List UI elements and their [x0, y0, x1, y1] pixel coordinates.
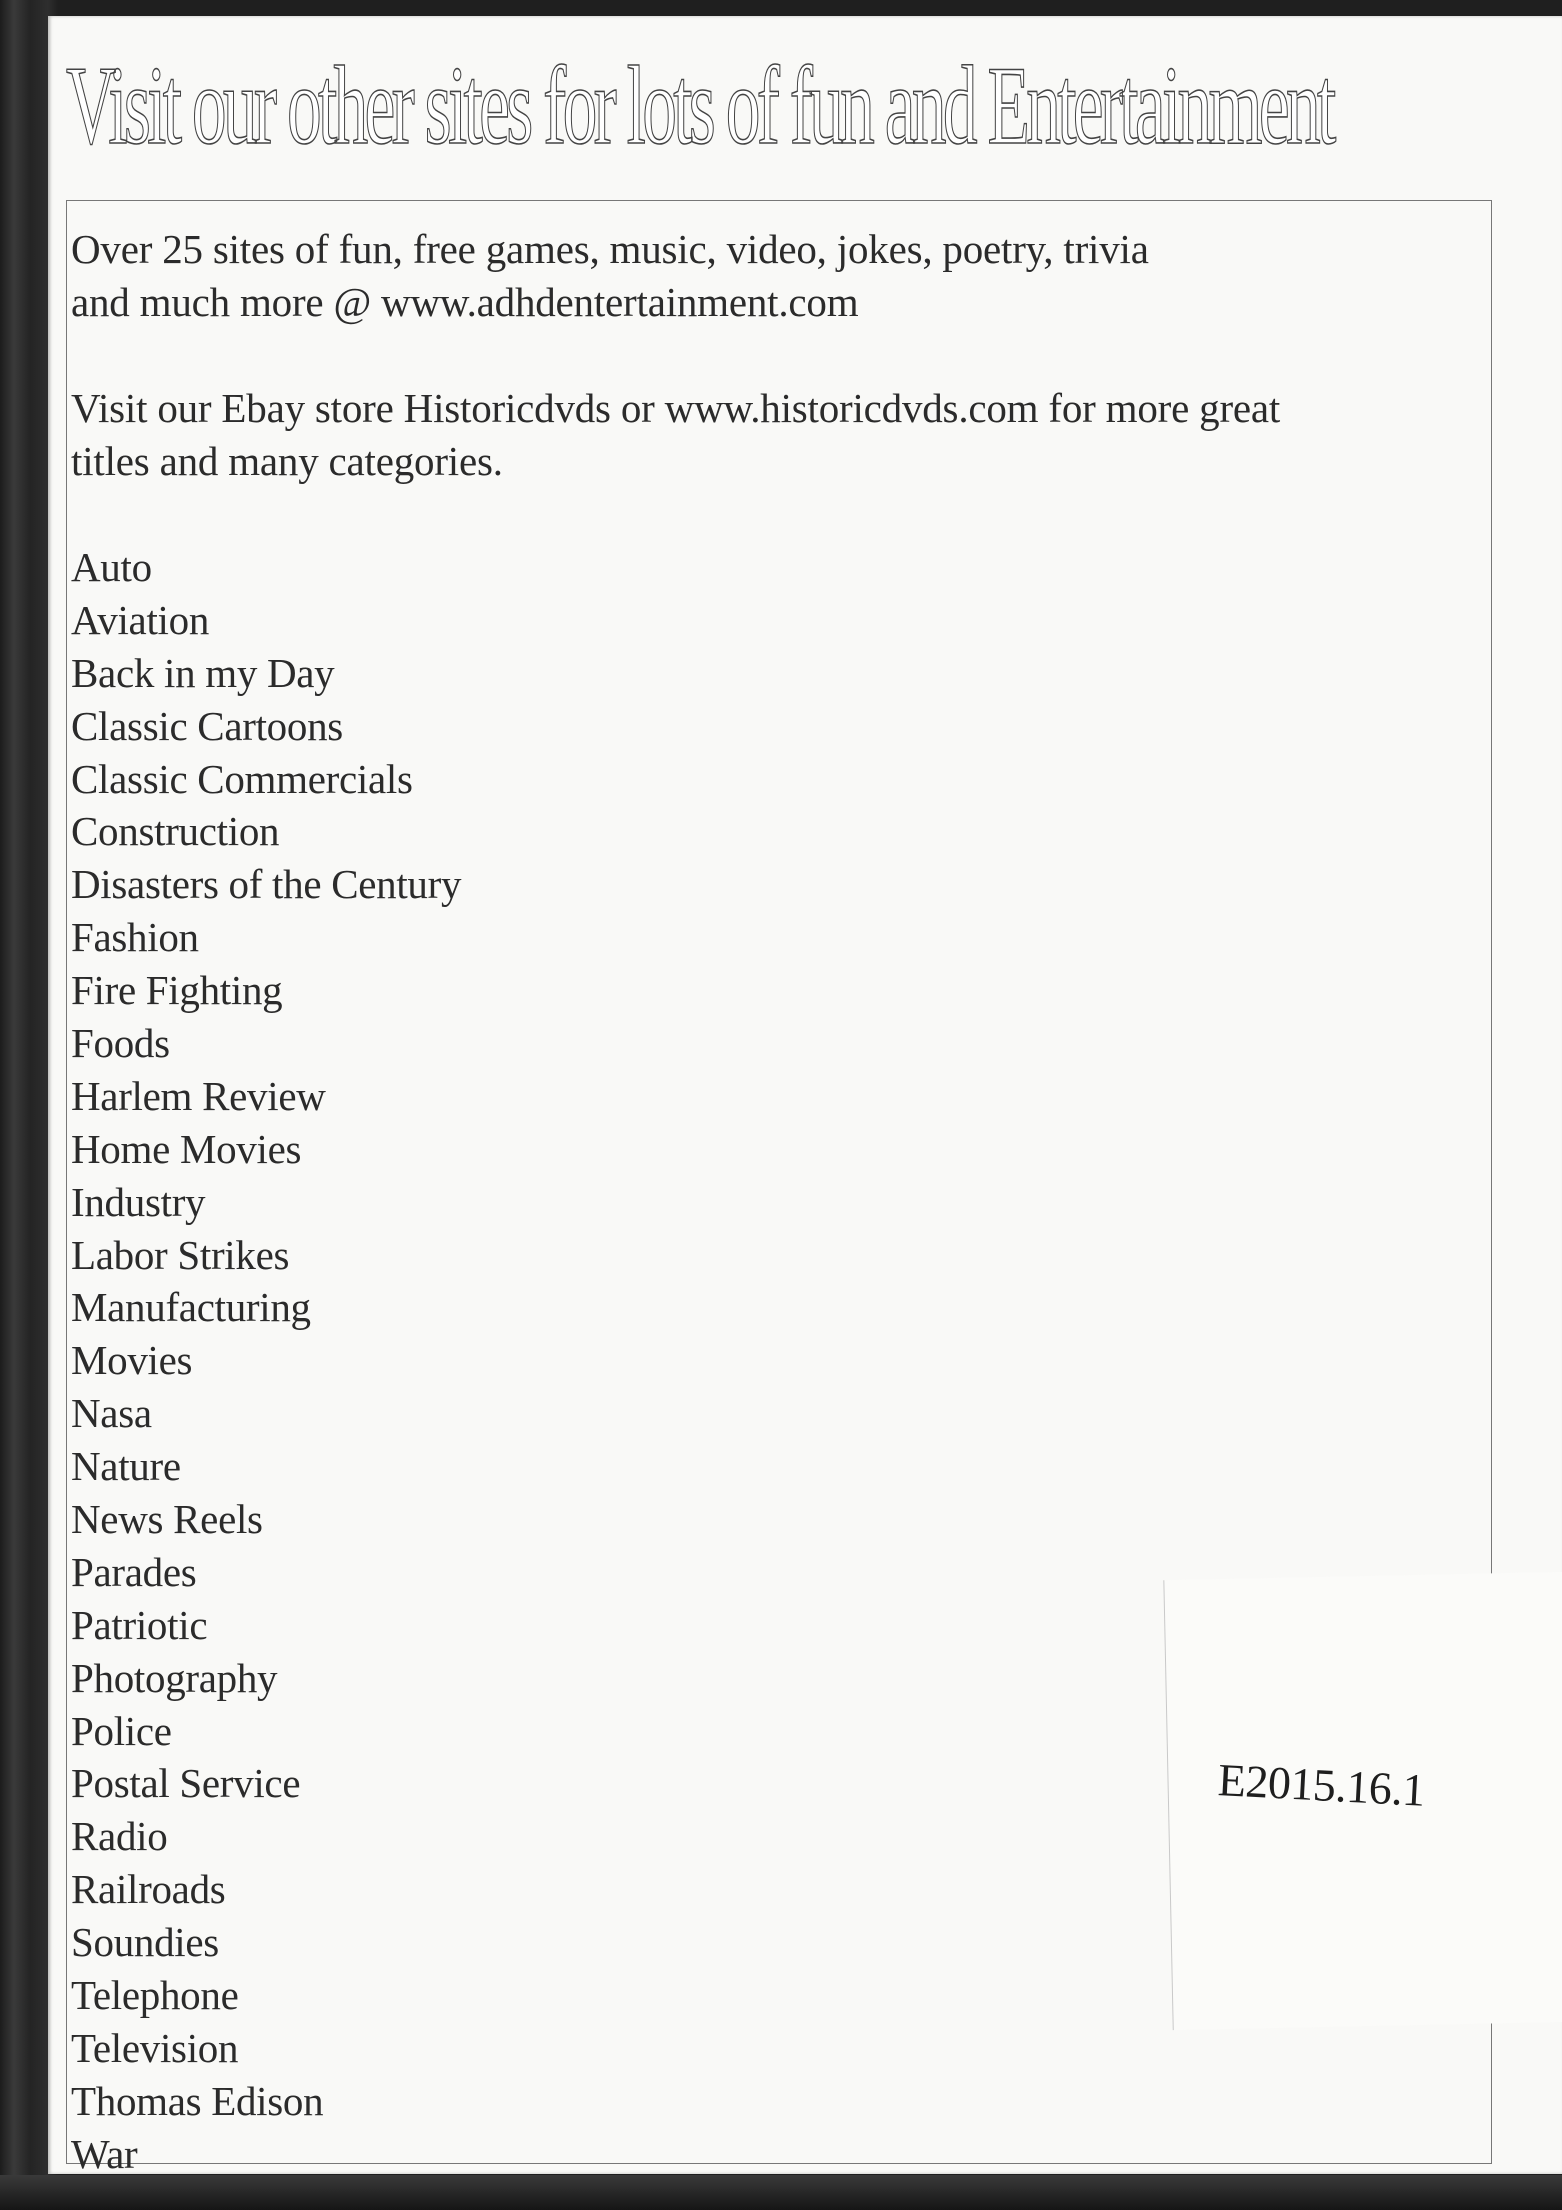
- list-item: Fire Fighting: [71, 967, 283, 1014]
- back-cover-insert: [48, 16, 1562, 2177]
- list-item: Parades: [71, 1548, 197, 1595]
- list-item: Industry: [71, 1178, 206, 1225]
- outlined-headline: Visit our other sites for lots of fun and Entertainment: [66, 44, 1333, 168]
- list-item: Soundies: [71, 1919, 219, 1966]
- list-item: Auto: [71, 544, 152, 590]
- list-item: Classic Cartoons: [71, 702, 343, 749]
- store-line-2: titles and many categories.: [71, 438, 503, 484]
- list-item: Construction: [71, 808, 280, 855]
- list-item: Manufacturing: [71, 1284, 311, 1331]
- intro-paragraph: [71, 223, 1479, 329]
- list-item: Thomas Edison: [71, 2077, 324, 2124]
- list-item: Postal Service: [71, 1760, 301, 1807]
- list-item: Labor Strikes: [71, 1231, 290, 1278]
- list-item: Photography: [71, 1654, 278, 1701]
- list-item: Police: [71, 1707, 172, 1754]
- list-item: Telephone: [71, 1972, 239, 2019]
- list-item: Foods: [71, 1020, 170, 1067]
- list-item: Radio: [71, 1813, 168, 1860]
- intro-line-2: and much more @: [71, 279, 372, 325]
- list-item: Nature: [71, 1443, 181, 1490]
- store-paragraph: [71, 382, 1479, 488]
- list-item: Disasters of the Century: [71, 861, 462, 908]
- accession-number: E2015.16.1: [1216, 1754, 1427, 1816]
- list-item: Movies: [71, 1337, 193, 1384]
- list-item: Harlem Review: [71, 1072, 326, 1119]
- list-item: Nasa: [71, 1390, 152, 1437]
- list-item: Back in my Day: [71, 649, 335, 696]
- list-item: War: [71, 2130, 138, 2177]
- list-item: Aviation: [71, 596, 210, 643]
- list-item: Classic Commercials: [71, 755, 413, 802]
- store-line-1: Visit our Ebay store Historicdvds or www.historicdvds.com for more great: [71, 385, 1281, 431]
- list-item: Home Movies: [71, 1125, 302, 1172]
- list-item: Patriotic: [71, 1601, 208, 1648]
- intro-line-1: Over 25 sites of fun, free games, music, video, jokes, poetry, trivia: [71, 226, 1149, 272]
- website-url: www.adhdentertainment.com: [381, 279, 859, 325]
- list-item: Television: [71, 2024, 239, 2071]
- list-item: Fashion: [71, 914, 199, 961]
- list-item: Railroads: [71, 1866, 226, 1913]
- list-item: News Reels: [71, 1496, 263, 1543]
